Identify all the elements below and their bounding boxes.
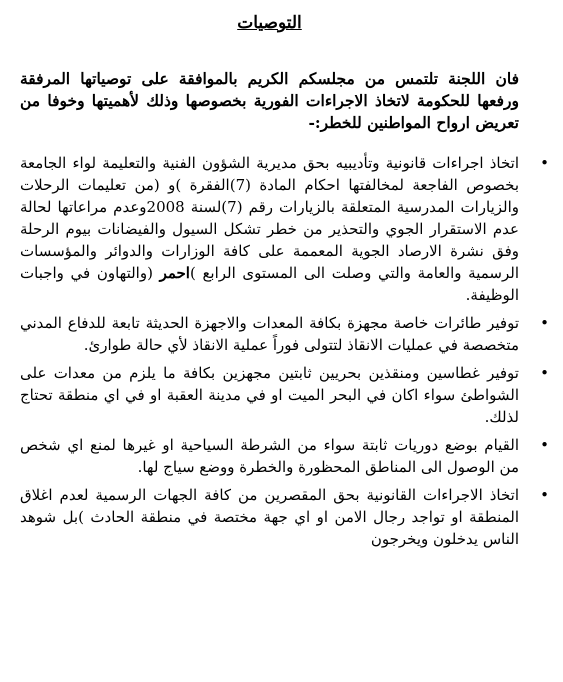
recommendation-text: توفير طائرات خاصة مجهزة بكافة المعدات والاجهزة الحديثة تابعة للدفاع المدني متخصصة في عمليات الانقاذ لتتولى فوراً عملية الانقاذ لأي حالة طوارئ.	[20, 314, 519, 354]
recommendation-text-end: (والتهاون في واجبات الوظيفة.	[20, 264, 519, 304]
bullet-icon: •	[540, 154, 549, 172]
bullet-icon: •	[540, 486, 549, 504]
recommendation-text: اتخاذ الاجراءات القانونية بحق المقصرين من كافة الجهات الرسمية لعدم اغلاق المنطقة او تواجد رجال الامن او اي جهة مختصة في منطقة الحادث )بل شوهد الناس يدخلون ويخرجون	[20, 486, 520, 548]
page-title: التوصيات	[237, 13, 302, 33]
list-item	[20, 312, 549, 356]
list-item	[20, 362, 549, 428]
recommendation-text: القيام بوضع دوريات ثابتة سواء من الشرطة السياحية او غيرها لمنع اي شخص من الوصول الى المناطق المحظورة والخطرة ووضع سياج لها.	[20, 436, 519, 476]
recommendations-list	[20, 152, 549, 550]
list-item	[20, 152, 549, 306]
recommendation-emphasis: احمر	[159, 264, 190, 282]
recommendation-text: توفير غطاسين ومنقذين بحريين ثابتين مجهزين بكافة ما يلزم من معدات على الشواطئ سواء اكان في البحر الميت او في مدينة العقبة او في اي منطقة تحتاج لذلك.	[20, 364, 519, 426]
bullet-icon: •	[540, 364, 549, 382]
intro-paragraph: فان اللجنة تلتمس من مجلسكم الكريم بالموافقة على توصياتها المرفقة ورفعها للحكومة لاتخاذ الاجراءات الفورية بخصوصها وذلك لأهميتها وخوفا من تعريض ارواح المواطنين للخطر:-	[20, 69, 519, 132]
recommendation-text: اتخاذ اجراءات قانونية وتأديبيه بحق مديرية الشؤون الفنية والتعليمة لواء الجامعة بخصوص الفاجعة لمخالفتها احكام المادة (7)الفقرة )و (من تعليمات الرحلات والزيارات المدرسية المتعلقة بالزيارات رقم (7)لسنة 2008وعدم مراعاتها لحالة عدم الاستقرار الجوي والتحذير من خطر تشكل السيول والفيضانات بيوم الرحلة وفق نشرة الارصاد الجوية المعممة على كافة الوزارات والدوائر والمؤسسات الرسمية والعامة والتي وصلت الى المستوى الرابع )	[20, 154, 520, 282]
list-item	[20, 434, 549, 478]
bullet-icon: •	[540, 314, 549, 332]
list-item	[20, 484, 549, 550]
bullet-icon: •	[540, 436, 549, 454]
